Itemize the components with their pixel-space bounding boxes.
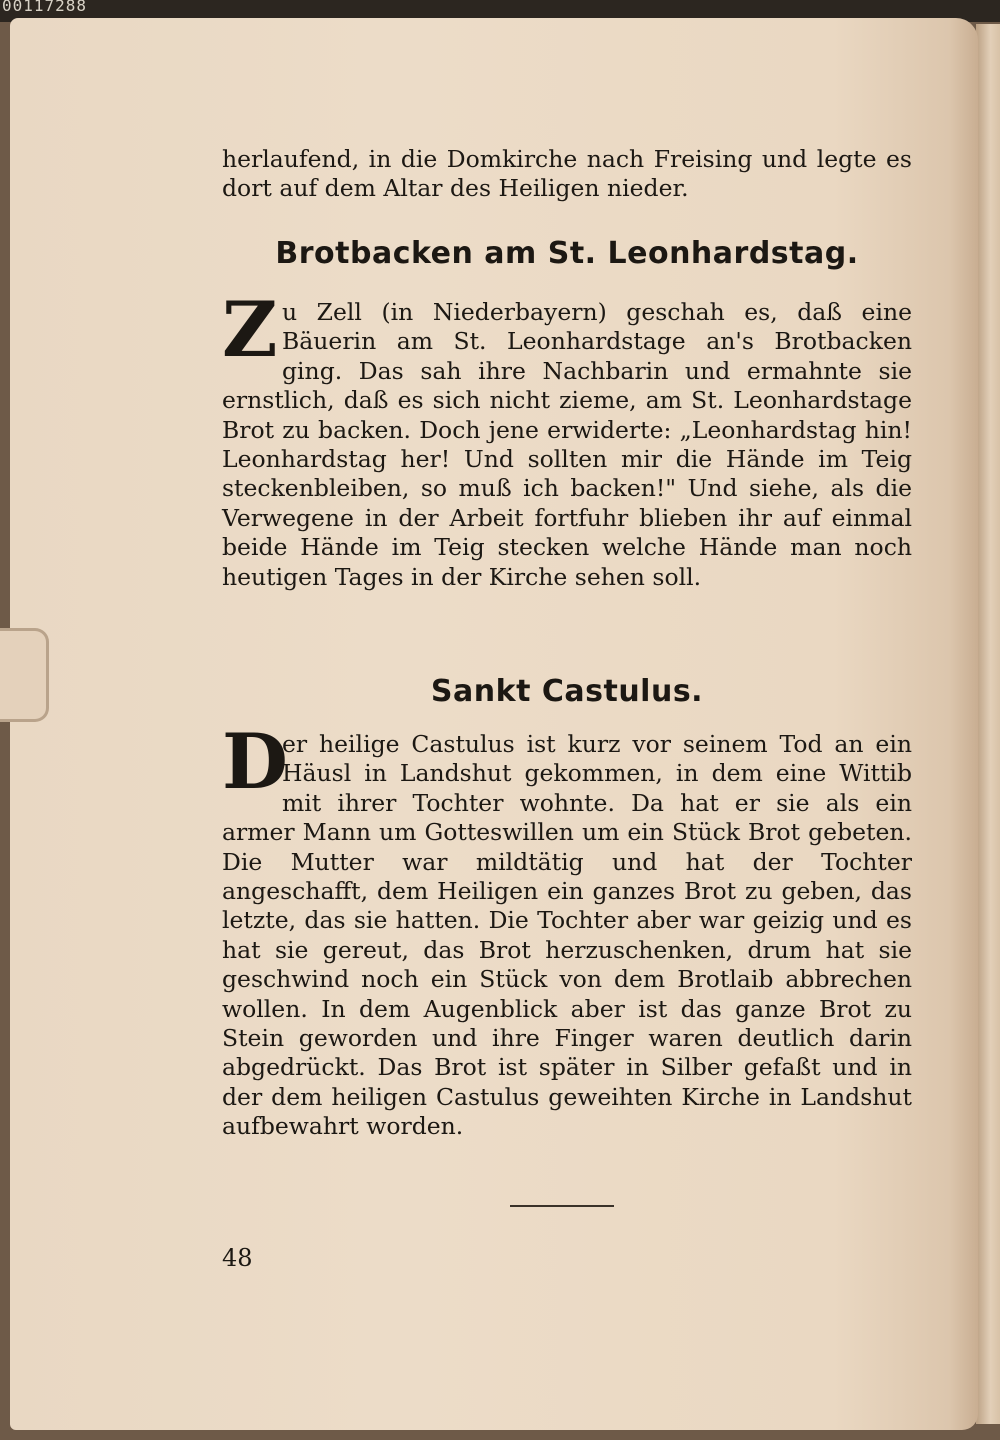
story1-dropcap: Z [222, 285, 278, 374]
next-page-edge [976, 24, 1000, 1424]
story1-body: u Zell (in Niederbayern) geschah es, daß eine Bäuerin am St. Leonhardstage an's Brotbacken ging. Das sah ihre Nachbarin und ermahnte sie ernstlich, daß es sich nicht zieme, am St. Leonhardstage Brot zu backen. Doch jene erwiderte: „Leonhardstag hin! Leonhardstag her! Und sollten mir die Hände im Teig steckenbleiben, so muß ich backen!" Und siehe, als die Verwegene in der Arbeit fortfuhr blieben ihr auf einmal beide Hände im Teig stecken welche Hände man noch heutigen Tages in der Kirche sehen soll. [222, 298, 912, 591]
story1-paragraph [222, 285, 912, 592]
page-tab [0, 628, 49, 722]
story2-body: er heilige Castulus ist kurz vor seinem Tod an ein Häusl in Landshut gekommen, in dem eine Wittib mit ihrer Tochter wohnte. Da hat er sie als ein armer Mann um Gotteswillen um ein Stück Brot gebeten. Die Mutter war mildtätig und hat der Tochter angeschafft, dem Heiligen ein ganzes Brot zu geben, das letzte, das sie hatten. Die Tochter aber war geizig und es hat sie gereut, das Brot herzuschenken, drum hat sie geschwind noch ein Stück von dem Brotlaib abbrechen wollen. In dem Augenblick aber ist das ganze Brot zu Stein geworden und ihre Finger waren deutlich darin abgedrückt. Das Brot ist später in Silber gefaßt und in der dem heiligen Castulus geweihten Kirche in Landshut aufbewahrt worden. [222, 730, 912, 1141]
story2-paragraph [222, 717, 912, 1142]
story1-title: Brotbacken am St. Leonhardstag. [275, 236, 859, 271]
scan-id-label: 00117288 [2, 0, 88, 15]
story2-dropcap: D [222, 717, 288, 806]
end-rule [510, 1205, 614, 1207]
carryover-paragraph: herlaufend, in die Domkirche nach Freising und legte es dort auf dem Altar des Heiligen nieder. [222, 145, 912, 203]
page-number: 48 [222, 1244, 253, 1272]
story2-title: Sankt Castulus. [430, 674, 704, 709]
book-page [10, 18, 978, 1430]
